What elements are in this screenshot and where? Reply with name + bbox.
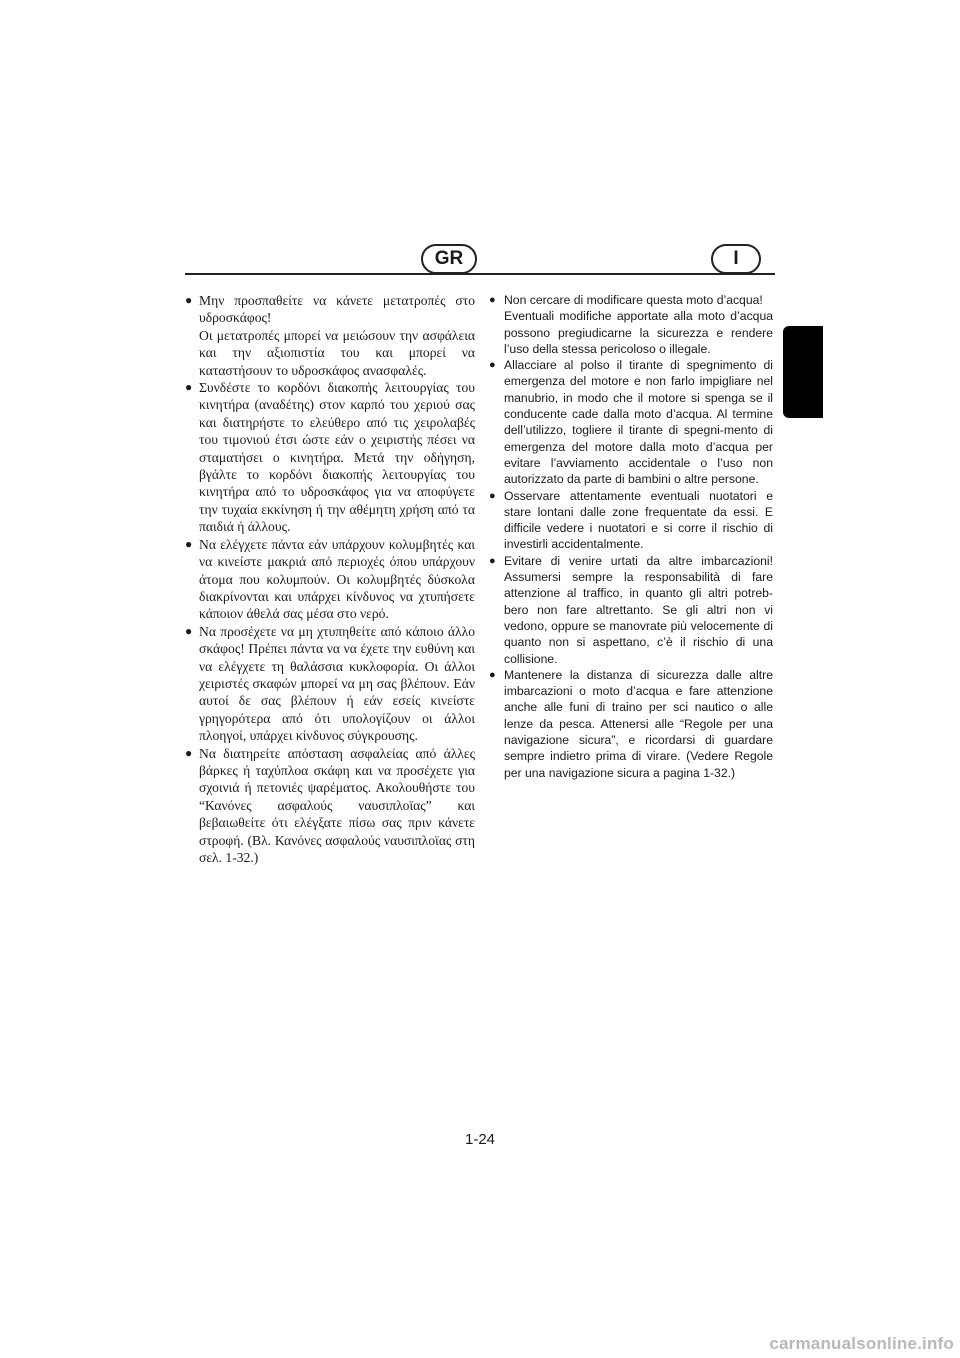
bullet-icon: ●	[185, 623, 193, 638]
paragraph: Osservare attentamente eventuali nuotatori e stare lontani dalle zone frequentate da essi. E difficile vedere i nuotatori e si corre il rischio di investirli accidentalmente.	[504, 488, 773, 552]
bullet-item	[489, 553, 773, 667]
header-rule	[185, 273, 775, 275]
bullet-icon: ●	[489, 489, 496, 502]
paragraph: Non cercare di modificare questa moto d’acqua!	[504, 293, 763, 307]
bullet-icon: ●	[489, 359, 496, 372]
bullet-text	[199, 292, 475, 379]
bullet-item	[185, 379, 475, 536]
bullet-item	[489, 292, 773, 357]
language-code-greek: GR	[434, 248, 464, 269]
bullet-item	[185, 745, 475, 867]
bullet-item	[185, 623, 475, 745]
page-number: 1-24	[464, 1131, 496, 1148]
bullet-icon: ●	[185, 745, 193, 760]
bullet-icon: ●	[185, 380, 193, 395]
bullet-text	[504, 292, 773, 357]
bullet-icon: ●	[489, 554, 496, 567]
bullet-text	[199, 623, 475, 745]
language-code-italian: I	[733, 248, 739, 269]
paragraph: Mantenere la distanza di sicurezza dalle altre imbarcazioni o moto d’acqua e fare attenzione anche alle funi di traino per sci nautico o alle lenze da pesca. Attenersi alle “Regole per una navigazione sicura”, e ricordarsi di guardare sempre indietro prima di virare. (Vedere Regole per una navigazione sicura a pagina 1-32.)	[504, 667, 773, 780]
bullet-text	[199, 745, 475, 867]
bullet-text	[199, 379, 475, 536]
bullet-item	[185, 536, 475, 623]
greek-column	[185, 292, 475, 866]
bullet-text	[504, 488, 773, 553]
bullet-text	[504, 357, 773, 487]
language-tab-italian	[711, 244, 761, 274]
paragraph: Να προσέχετε να μη χτυπηθείτε από κάποιο άλλο σκάφος! Πρέπει πάντα να να έχετε την ευθύνη και να ελέγχετε τη θαλάσσια κυκλοφορία. Οι άλλοι χειριστές σκαφών μπορεί να μη σας βλέπουν. Εάν αυτοί δε σας βλέπουν ή εάν εσείς κινείστε γρηγορότερα από ότι υπολογίζουν οι άλλοι πλοηγοί, υπάρχει κίνδυνος σύγκρουσης.	[199, 623, 475, 744]
watermark-text: carmanualsonline.info	[769, 1334, 954, 1353]
bullet-item	[489, 488, 773, 553]
bullet-icon: ●	[489, 294, 496, 306]
bullet-icon: ●	[185, 293, 193, 307]
bullet-icon: ●	[489, 668, 496, 681]
bullet-item	[489, 357, 773, 487]
paragraph: Συνδέστε το κορδόνι διακοπής λειτουργίας του κινητήρα (αναδέτης) στον καρπό του χεριού σας και διατηρήστε το ελεύθερο από τις χειρολαβές του τιμονιού έτσι ώστε εάν ο χειριστής πέσει να σταματήσει ο κινητήρα. Μετά την οδήγηση, βγάλτε το κορδόνι διακοπής λειτουργίας του κινητήρα από το υδροσκάφος για να αποφύγετε την τυχαία εκκίνηση ή την αθέμητη χρήση από τα παιδιά ή άλλους.	[199, 380, 475, 535]
language-tab-greek	[421, 244, 477, 274]
paragraph: Να ελέγχετε πάντα εάν υπάρχουν κολυμβητές και να κινείστε μακριά από περιοχές όπου υπάρχουν άτομα που κολυμπούν. Οι κολυμβητές δύσκολα διακρίνονται και υπάρχει κίνδυνος να χτυπήσετε κάποιον άθελά σας μέσα στο νερό.	[199, 536, 475, 622]
bullet-text	[504, 553, 773, 667]
bullet-text	[199, 536, 475, 623]
bullet-icon: ●	[185, 536, 193, 551]
chapter-tab-marker	[783, 326, 823, 418]
paragraph: Οι μετατροπές μπορεί να μειώσουν την ασφάλεια και την αξιοπιστία του και μπορεί να καταστήσουν το υδροσκάφος ανασφαλές.	[199, 327, 475, 378]
bullet-item	[185, 292, 475, 379]
paragraph: Μην προσπαθείτε να κάνετε μετατροπές στο υδροσκάφος!	[199, 293, 475, 326]
bullet-item	[489, 667, 773, 781]
italian-column	[489, 292, 773, 781]
paragraph: Allacciare al polso il tirante di spegnimento di emergenza del motore e non farlo impigliare nel manubrio, in modo che il motore si spenga se il conducente cade dalla moto d’acqua. Al termine dell’utilizzo, togliere il tirante di spegni-mento di emergenza del motore dalla moto d’acqua per evitare l’avviamento accidentale o l’uso non autorizzato da parte di bambini o altre persone.	[504, 358, 773, 487]
paragraph: Evitare di venire urtati da altre imbarcazioni! Assumersi sempre la responsabilità di fare attenzione al traffico, in quanto gli altri potreb-bero non fare altrettanto. Se gli altri non vi vedono, oppure se manovrate più velocemente di quanto non si aspettano, c’è il rischio di una collisione.	[504, 553, 773, 666]
paragraph: Eventuali modifiche apportate alla moto d’acqua possono pregiudicarne la sicurezza e rendere l’uso della stessa pericoloso o illegale.	[504, 309, 773, 356]
paragraph: Να διατηρείτε απόσταση ασφαλείας από άλλες βάρκες ή ταχύπλοα σκάφη και να προσέχετε για σχοινιά ή πετονιές ψαρέματος. Ακολουθήστε του “Κανόνες ασφαλούς ναυσιπλοϊας” και βεβαιωθείτε ότι ελέγξατε πίσω σας πριν κάνετε στροφή. (Βλ. Κανόνες ασφαλούς ναυσιπλοϊας στη σελ. 1-32.)	[199, 745, 475, 865]
bullet-text	[504, 667, 773, 781]
page-header	[185, 244, 775, 276]
